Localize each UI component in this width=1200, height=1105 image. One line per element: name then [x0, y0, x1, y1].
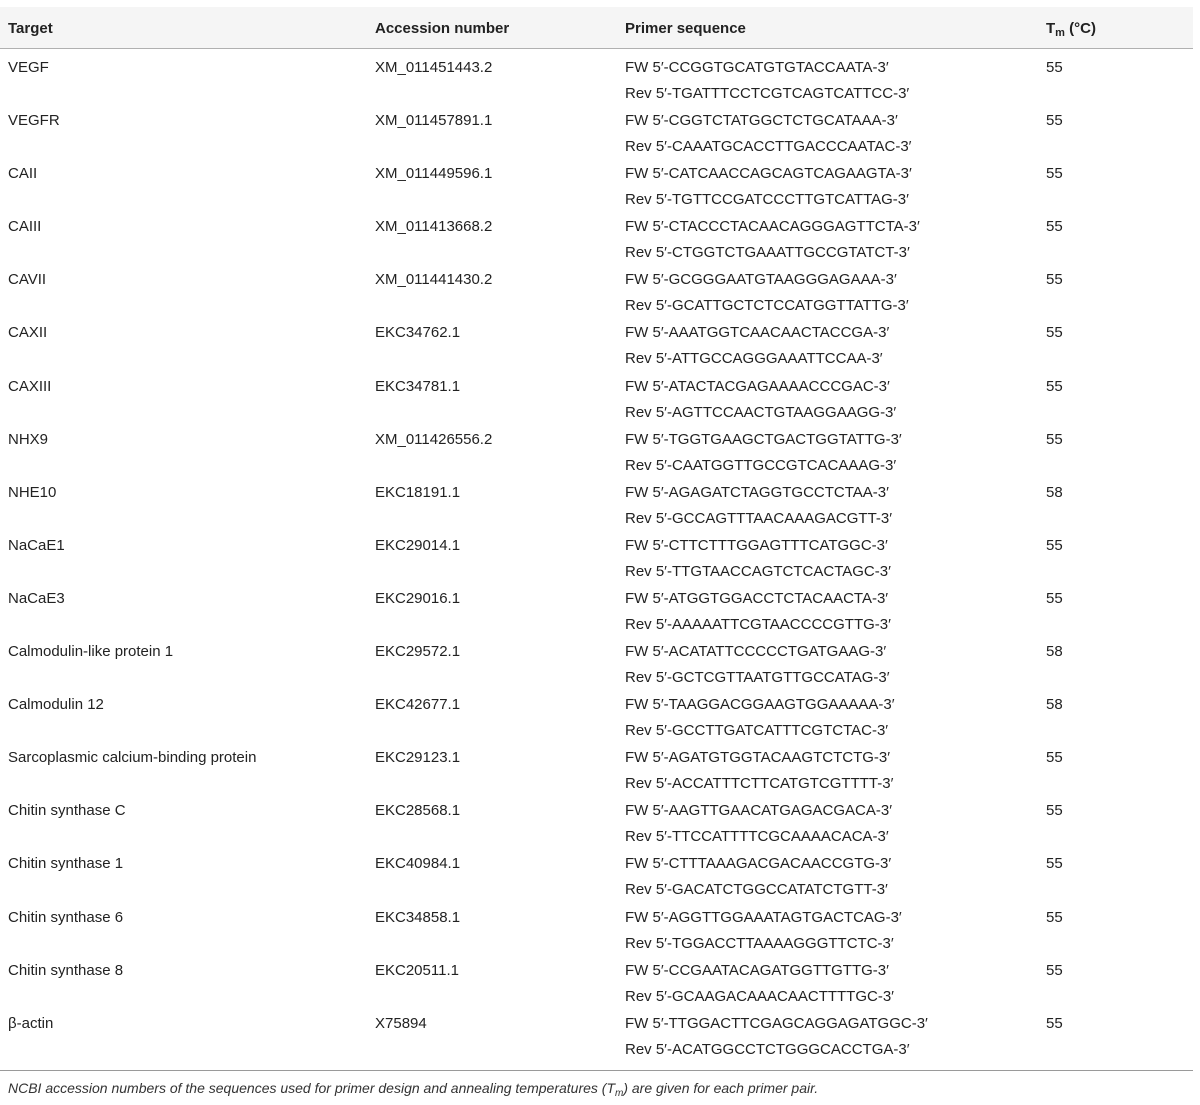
cell-accession-number: EKC29572.1 [375, 643, 461, 661]
cell-accession-number: XM_011441430.2 [375, 271, 493, 289]
cell-tm: 58 [1046, 696, 1063, 714]
table-row [0, 526, 1193, 579]
cell-forward-primer: FW 5′-ACATATTCCCCCTGATGAAG-3′ [625, 643, 887, 661]
table-row [0, 685, 1193, 738]
cell-tm: 55 [1046, 589, 1063, 607]
cell-target: Sarcoplasmic calcium-binding protein [8, 749, 257, 767]
cell-tm: 55 [1046, 961, 1063, 979]
cell-reverse-primer: Rev 5′-ACATGGCCTCTGGGCACCTGA-3′ [625, 1040, 910, 1058]
cell-target: Calmodulin 12 [8, 696, 104, 714]
cell-tm: 55 [1046, 1014, 1063, 1032]
cell-forward-primer: FW 5′-AGAGATCTAGGTGCCTCTAA-3′ [625, 483, 889, 501]
cell-target: NaCaE1 [8, 536, 65, 554]
table-row [0, 579, 1193, 632]
cell-tm: 55 [1046, 430, 1063, 448]
cell-tm: 55 [1046, 218, 1063, 236]
cell-tm: 55 [1046, 802, 1063, 820]
header-tm-main: T [1046, 20, 1056, 37]
cell-forward-primer: FW 5′-TAAGGACGGAAGTGGAAAAA-3′ [625, 696, 895, 714]
cell-accession-number: EKC18191.1 [375, 483, 461, 501]
cell-reverse-primer: Rev 5′-TGATTTCCTCGTCAGTCATTCC-3′ [625, 85, 910, 102]
cell-reverse-primer: Rev 5′-GCATTGCTCTCCATGGTTATTG-3′ [625, 297, 909, 315]
cell-target: CAVII [8, 271, 47, 289]
cell-reverse-primer: Rev 5′-TTGTAACCAGTCTCACTAGC-3′ [625, 562, 891, 580]
cell-tm: 58 [1046, 643, 1063, 661]
cell-target: VEGFR [8, 112, 60, 130]
header-tm-unit: (°C) [1064, 20, 1096, 37]
cell-accession-number: X75894 [375, 1014, 427, 1032]
cell-accession-number: EKC40984.1 [375, 855, 461, 873]
cell-reverse-primer: Rev 5′-TTCCATTTTCGCAAAACACA-3′ [625, 828, 889, 846]
cell-reverse-primer: Rev 5′-TGTTCCGATCCCTTGTCATTAG-3′ [625, 191, 909, 209]
cell-tm: 55 [1046, 855, 1063, 873]
cell-forward-primer: FW 5′-CATCAACCAGCAGTCAGAAGTA-3′ [625, 165, 912, 183]
table-row [0, 207, 1193, 260]
cell-tm: 55 [1046, 324, 1063, 342]
cell-reverse-primer: Rev 5′-GACATCTGGCCATATCTGTT-3′ [625, 881, 888, 899]
table-row [0, 951, 1193, 1004]
cell-reverse-primer: Rev 5′-AGTTCCAACTGTAAGGAAGG-3′ [625, 403, 897, 421]
table-header-row [0, 7, 1193, 48]
cell-tm: 55 [1046, 271, 1063, 289]
cell-accession-number: EKC29123.1 [375, 749, 461, 767]
cell-tm: 55 [1046, 536, 1063, 554]
table-row [0, 313, 1193, 366]
cell-forward-primer: FW 5′-AAGTTGAACATGAGACGACA-3′ [625, 802, 893, 820]
cell-target: Chitin synthase 8 [8, 961, 124, 979]
footnote-text-before: NCBI accession numbers of the sequences used for primer design and annealing temperatures (T [8, 1080, 615, 1096]
cell-forward-primer: FW 5′-CTACCCTACAACAGGGAGTTCTA-3′ [625, 218, 920, 236]
table-row [0, 420, 1193, 473]
cell-reverse-primer: Rev 5′-AAAAATTCGTAACCCCGTTG-3′ [625, 615, 891, 633]
cell-tm: 55 [1046, 165, 1063, 183]
cell-reverse-primer: Rev 5′-GCCAGTTTAACAAAGACGTT-3′ [625, 509, 893, 527]
cell-forward-primer: FW 5′-AAATGGTCAACAACTACCGA-3′ [625, 324, 890, 342]
cell-reverse-primer: Rev 5′-GCCTTGATCATTTCGTCTAC-3′ [625, 722, 889, 740]
cell-reverse-primer: Rev 5′-ATTGCCAGGGAAATTCCAA-3′ [625, 350, 883, 368]
cell-tm: 58 [1046, 483, 1063, 501]
cell-accession-number: XM_011457891.1 [375, 112, 493, 130]
cell-forward-primer: FW 5′-CTTTAAAGACGACAACCGTG-3′ [625, 855, 892, 873]
header-tm [1046, 20, 1096, 39]
cell-forward-primer: FW 5′-CTTCTTTGGAGTTTCATGGC-3′ [625, 536, 888, 554]
header-primer-sequence: Primer sequence [625, 20, 746, 37]
cell-target: NHE10 [8, 483, 57, 501]
cell-accession-number: EKC29014.1 [375, 536, 461, 554]
table-footnote [8, 1080, 818, 1099]
cell-accession-number: XM_011449596.1 [375, 165, 493, 183]
header-target: Target [8, 20, 53, 37]
cell-accession-number: EKC34781.1 [375, 377, 461, 395]
cell-reverse-primer: Rev 5′-CTGGTCTGAAATTGCCGTATCT-3′ [625, 244, 910, 262]
cell-forward-primer: FW 5′-AGATGTGGTACAAGTCTCTG-3′ [625, 749, 891, 767]
cell-accession-number: EKC34858.1 [375, 908, 461, 926]
table-row [0, 738, 1193, 791]
cell-forward-primer: FW 5′-GCGGGAATGTAAGGGAGAAA-3′ [625, 271, 897, 289]
cell-target: β-actin [8, 1014, 54, 1032]
cell-forward-primer: FW 5′-TGGTGAAGCTGACTGGTATTG-3′ [625, 430, 902, 448]
cell-tm: 55 [1046, 112, 1063, 130]
table-row [0, 791, 1193, 844]
cell-accession-number: XM_011426556.2 [375, 430, 493, 448]
table-row [0, 260, 1193, 313]
cell-forward-primer: FW 5′-CCGGTGCATGTGTACCAATA-3′ [625, 59, 889, 76]
cell-reverse-primer: Rev 5′-CAAATGCACCTTGACCCAATAC-3′ [625, 138, 912, 156]
header-tm-subscript: m [1055, 27, 1065, 39]
table-row [0, 48, 1193, 101]
cell-reverse-primer: Rev 5′-GCTCGTTAATGTTGCCATAG-3′ [625, 669, 890, 687]
table-row [0, 367, 1193, 420]
cell-tm: 55 [1046, 749, 1063, 767]
table-row [0, 844, 1193, 897]
cell-accession-number: EKC28568.1 [375, 802, 461, 820]
cell-target: CAXII [8, 324, 48, 342]
table-row [0, 632, 1193, 685]
table-row [0, 473, 1193, 526]
cell-accession-number: EKC29016.1 [375, 589, 461, 607]
table-row [0, 101, 1193, 154]
cell-accession-number: XM_011413668.2 [375, 218, 493, 236]
cell-target: Chitin synthase 1 [8, 855, 124, 873]
cell-tm: 55 [1046, 59, 1063, 76]
header-accession-number: Accession number [375, 20, 510, 37]
table-body [0, 48, 1193, 1057]
cell-reverse-primer: Rev 5′-ACCATTTCTTCATGTCGTTTT-3′ [625, 775, 894, 793]
table-bottom-rule [0, 1070, 1193, 1071]
cell-accession-number: EKC34762.1 [375, 324, 461, 342]
cell-forward-primer: FW 5′-TTGGACTTCGAGCAGGAGATGGC-3′ [625, 1014, 928, 1032]
cell-accession-number: EKC42677.1 [375, 696, 461, 714]
cell-target: CAII [8, 165, 38, 183]
cell-tm: 55 [1046, 908, 1063, 926]
cell-target: NaCaE3 [8, 589, 65, 607]
cell-forward-primer: FW 5′-CGGTCTATGGCTCTGCATAAA-3′ [625, 112, 898, 130]
table-row [0, 154, 1193, 207]
cell-reverse-primer: Rev 5′-CAATGGTTGCCGTCACAAAG-3′ [625, 456, 897, 474]
cell-reverse-primer: Rev 5′-TGGACCTTAAAAGGGTTCTC-3′ [625, 934, 894, 952]
cell-target: CAXIII [8, 377, 52, 395]
cell-forward-primer: FW 5′-ATACTACGAGAAAACCCGAC-3′ [625, 377, 890, 395]
cell-target: NHX9 [8, 430, 49, 448]
cell-tm: 55 [1046, 377, 1063, 395]
cell-target: VEGF [8, 59, 49, 76]
table-row [0, 898, 1193, 951]
footnote-text-after: ) are given for each primer pair. [623, 1080, 819, 1096]
cell-target: CAIII [8, 218, 42, 236]
cell-accession-number: XM_011451443.2 [375, 59, 493, 76]
cell-target: Chitin synthase 6 [8, 908, 124, 926]
cell-accession-number: EKC20511.1 [375, 961, 459, 979]
cell-forward-primer: FW 5′-CCGAATACAGATGGTTGTTG-3′ [625, 961, 889, 979]
cell-target: Chitin synthase C [8, 802, 126, 820]
cell-reverse-primer: Rev 5′-GCAAGACAAACAACTTTTGC-3′ [625, 987, 894, 1005]
cell-target: Calmodulin-like protein 1 [8, 643, 174, 661]
footnote-subscript: m [615, 1088, 624, 1099]
cell-forward-primer: FW 5′-ATGGTGGACCTCTACAACTA-3′ [625, 589, 889, 607]
cell-forward-primer: FW 5′-AGGTTGGAAATAGTGACTCAG-3′ [625, 908, 902, 926]
table-row [0, 1004, 1193, 1057]
